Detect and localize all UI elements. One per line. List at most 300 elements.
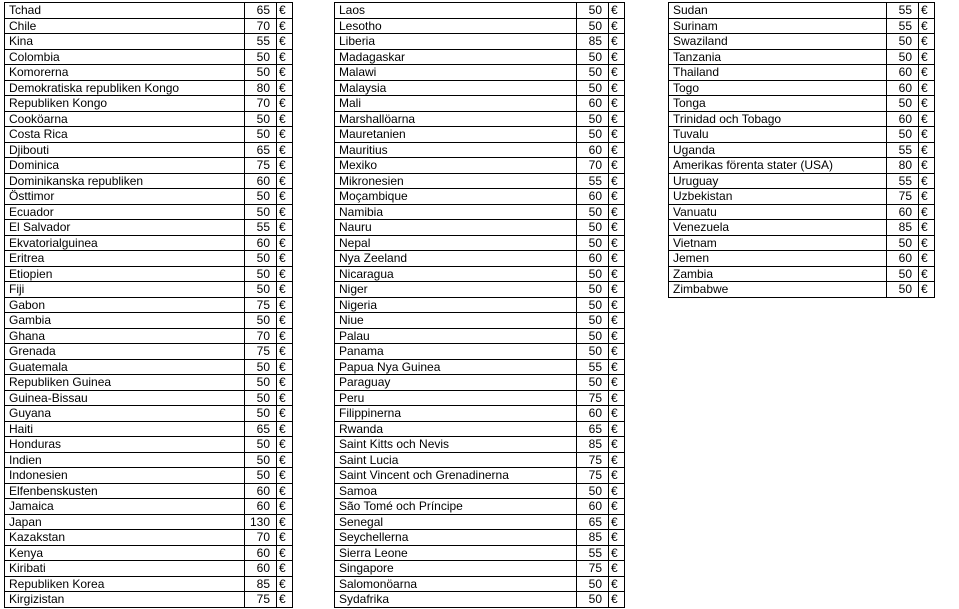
table-row xyxy=(335,344,625,360)
table-row xyxy=(669,189,935,205)
country-name: Demokratiska republiken Kongo xyxy=(5,80,245,96)
rate-value: 60 xyxy=(577,251,609,267)
currency-symbol: € xyxy=(277,34,293,50)
currency-symbol: € xyxy=(277,328,293,344)
country-name: Moçambique xyxy=(335,189,577,205)
currency-symbol: € xyxy=(277,204,293,220)
country-name: São Tomé och Príncipe xyxy=(335,499,577,515)
currency-symbol: € xyxy=(277,545,293,561)
currency-symbol: € xyxy=(277,96,293,112)
country-name: Republiken Kongo xyxy=(5,96,245,112)
country-name: Mauritius xyxy=(335,142,577,158)
table-row xyxy=(5,158,293,174)
table-row xyxy=(5,359,293,375)
rate-value: 65 xyxy=(245,421,277,437)
rate-value: 85 xyxy=(577,530,609,546)
table-row xyxy=(5,34,293,50)
country-name: Kazakstan xyxy=(5,530,245,546)
currency-symbol: € xyxy=(277,189,293,205)
currency-symbol: € xyxy=(609,189,625,205)
table-row xyxy=(5,65,293,81)
country-name: Surinam xyxy=(669,18,887,34)
country-name: Rwanda xyxy=(335,421,577,437)
country-name: Fiji xyxy=(5,282,245,298)
rate-value: 70 xyxy=(245,96,277,112)
country-name: Elfenbenskusten xyxy=(5,483,245,499)
currency-symbol: € xyxy=(609,468,625,484)
table-row xyxy=(335,530,625,546)
currency-symbol: € xyxy=(277,220,293,236)
table-row xyxy=(669,235,935,251)
table-row xyxy=(5,18,293,34)
table-row xyxy=(335,158,625,174)
currency-symbol: € xyxy=(609,530,625,546)
currency-symbol: € xyxy=(919,204,935,220)
country-name: Nya Zeeland xyxy=(335,251,577,267)
table-row xyxy=(5,328,293,344)
rate-value: 50 xyxy=(245,49,277,65)
rate-value: 55 xyxy=(577,359,609,375)
currency-symbol: € xyxy=(609,282,625,298)
rate-value: 50 xyxy=(887,235,919,251)
country-name: Niue xyxy=(335,313,577,329)
currency-symbol: € xyxy=(277,530,293,546)
currency-symbol: € xyxy=(277,561,293,577)
currency-symbol: € xyxy=(277,483,293,499)
country-name: Dominica xyxy=(5,158,245,174)
country-name: Palau xyxy=(335,328,577,344)
currency-symbol: € xyxy=(609,251,625,267)
currency-symbol: € xyxy=(919,34,935,50)
table-row xyxy=(5,452,293,468)
rate-value: 60 xyxy=(577,406,609,422)
currency-symbol: € xyxy=(609,235,625,251)
country-name: Haiti xyxy=(5,421,245,437)
currency-symbol: € xyxy=(277,142,293,158)
rate-value: 50 xyxy=(577,328,609,344)
rate-value: 60 xyxy=(577,142,609,158)
currency-symbol: € xyxy=(609,592,625,608)
country-name: Mauretanien xyxy=(335,127,577,143)
table-row xyxy=(669,111,935,127)
currency-symbol: € xyxy=(277,3,293,19)
table-row xyxy=(669,142,935,158)
rate-value: 50 xyxy=(577,592,609,608)
country-name: Jemen xyxy=(669,251,887,267)
rate-value: 75 xyxy=(577,390,609,406)
currency-symbol: € xyxy=(609,34,625,50)
table-row xyxy=(5,514,293,530)
currency-symbol: € xyxy=(609,80,625,96)
country-name: Senegal xyxy=(335,514,577,530)
table-row xyxy=(5,282,293,298)
rate-value: 50 xyxy=(887,282,919,298)
table-row xyxy=(5,421,293,437)
country-name: Nauru xyxy=(335,220,577,236)
rate-value: 80 xyxy=(245,80,277,96)
table-body xyxy=(5,3,293,608)
country-name: Marshallöarna xyxy=(335,111,577,127)
currency-symbol: € xyxy=(609,437,625,453)
table-row xyxy=(335,282,625,298)
country-name: Republiken Korea xyxy=(5,576,245,592)
country-name: Eritrea xyxy=(5,251,245,267)
country-name: Honduras xyxy=(5,437,245,453)
table-row xyxy=(335,49,625,65)
currency-symbol: € xyxy=(609,158,625,174)
table-row xyxy=(5,297,293,313)
country-name: Malaysia xyxy=(335,80,577,96)
table-row xyxy=(5,3,293,19)
currency-symbol: € xyxy=(919,220,935,236)
table-row xyxy=(5,220,293,236)
table-row xyxy=(335,576,625,592)
rate-value: 50 xyxy=(245,313,277,329)
table-row xyxy=(669,80,935,96)
rate-value: 60 xyxy=(245,483,277,499)
table-row xyxy=(669,18,935,34)
currency-symbol: € xyxy=(919,96,935,112)
table-row xyxy=(335,406,625,422)
rate-value: 50 xyxy=(245,359,277,375)
rate-value: 60 xyxy=(577,189,609,205)
currency-symbol: € xyxy=(277,282,293,298)
rate-value: 50 xyxy=(245,266,277,282)
country-name: Republiken Guinea xyxy=(5,375,245,391)
rate-value: 85 xyxy=(245,576,277,592)
currency-symbol: € xyxy=(277,359,293,375)
rate-value: 50 xyxy=(577,266,609,282)
table-row xyxy=(5,313,293,329)
rate-value: 70 xyxy=(245,328,277,344)
table-row xyxy=(335,328,625,344)
currency-symbol: € xyxy=(609,96,625,112)
country-name: Guinea-Bissau xyxy=(5,390,245,406)
rate-value: 65 xyxy=(245,142,277,158)
rate-value: 55 xyxy=(887,18,919,34)
rate-value: 130 xyxy=(245,514,277,530)
currency-symbol: € xyxy=(609,452,625,468)
rate-value: 50 xyxy=(577,344,609,360)
currency-symbol: € xyxy=(919,158,935,174)
currency-symbol: € xyxy=(919,49,935,65)
country-name: Chile xyxy=(5,18,245,34)
table-row xyxy=(335,173,625,189)
currency-symbol: € xyxy=(277,421,293,437)
country-name: Sierra Leone xyxy=(335,545,577,561)
country-name: Indien xyxy=(5,452,245,468)
country-name: Indonesien xyxy=(5,468,245,484)
currency-symbol: € xyxy=(609,561,625,577)
rate-value: 50 xyxy=(245,204,277,220)
country-name: Jamaica xyxy=(5,499,245,515)
rate-value: 60 xyxy=(245,545,277,561)
currency-symbol: € xyxy=(609,375,625,391)
currency-symbol: € xyxy=(609,313,625,329)
table-row xyxy=(5,251,293,267)
table-row xyxy=(5,375,293,391)
country-name: Sydafrika xyxy=(335,592,577,608)
rate-value: 50 xyxy=(577,375,609,391)
table-row xyxy=(335,142,625,158)
country-name: Vanuatu xyxy=(669,204,887,220)
country-name: Japan xyxy=(5,514,245,530)
rate-value: 65 xyxy=(577,514,609,530)
rate-value: 55 xyxy=(577,545,609,561)
rate-value: 75 xyxy=(245,297,277,313)
table-row xyxy=(335,483,625,499)
country-name: Salomonöarna xyxy=(335,576,577,592)
country-name: Samoa xyxy=(335,483,577,499)
table-row xyxy=(335,65,625,81)
rate-value: 50 xyxy=(245,437,277,453)
currency-symbol: € xyxy=(609,65,625,81)
currency-symbol: € xyxy=(277,80,293,96)
table-row xyxy=(335,499,625,515)
country-name: Zimbabwe xyxy=(669,282,887,298)
rate-value: 50 xyxy=(577,127,609,143)
country-name: Saint Vincent och Grenadinerna xyxy=(335,468,577,484)
table-row xyxy=(5,189,293,205)
rate-value: 65 xyxy=(577,421,609,437)
table-row xyxy=(669,266,935,282)
country-name: Guyana xyxy=(5,406,245,422)
country-name: Tuvalu xyxy=(669,127,887,143)
currency-symbol: € xyxy=(919,173,935,189)
currency-symbol: € xyxy=(919,251,935,267)
country-name: Nepal xyxy=(335,235,577,251)
rate-value: 60 xyxy=(245,235,277,251)
country-name: Trinidad och Tobago xyxy=(669,111,887,127)
country-name: Ghana xyxy=(5,328,245,344)
rate-value: 50 xyxy=(245,390,277,406)
country-name: Tonga xyxy=(669,96,887,112)
country-name: Mali xyxy=(335,96,577,112)
country-name: Paraguay xyxy=(335,375,577,391)
country-name: Amerikas förenta stater (USA) xyxy=(669,158,887,174)
table-row xyxy=(335,235,625,251)
currency-symbol: € xyxy=(919,80,935,96)
country-name: Namibia xyxy=(335,204,577,220)
currency-symbol: € xyxy=(277,499,293,515)
country-name: Gabon xyxy=(5,297,245,313)
table-row xyxy=(335,313,625,329)
currency-symbol: € xyxy=(919,266,935,282)
rate-value: 70 xyxy=(245,18,277,34)
rate-value: 75 xyxy=(577,452,609,468)
table-row xyxy=(5,111,293,127)
rate-value: 50 xyxy=(577,235,609,251)
rate-value: 60 xyxy=(887,204,919,220)
rate-value: 50 xyxy=(245,111,277,127)
table-row xyxy=(335,3,625,19)
country-name: Guatemala xyxy=(5,359,245,375)
rate-value: 50 xyxy=(577,80,609,96)
country-name: Uruguay xyxy=(669,173,887,189)
table-row xyxy=(335,452,625,468)
table-row xyxy=(335,468,625,484)
currency-symbol: € xyxy=(277,49,293,65)
currency-symbol: € xyxy=(277,375,293,391)
table-body xyxy=(335,3,625,608)
table-row xyxy=(335,80,625,96)
table-row xyxy=(669,251,935,267)
rate-value: 65 xyxy=(245,3,277,19)
table-row xyxy=(669,173,935,189)
currency-symbol: € xyxy=(277,514,293,530)
table-row xyxy=(335,251,625,267)
currency-symbol: € xyxy=(277,468,293,484)
table-row xyxy=(669,65,935,81)
currency-symbol: € xyxy=(609,576,625,592)
rate-value: 50 xyxy=(245,468,277,484)
table-row xyxy=(669,204,935,220)
country-name: Kina xyxy=(5,34,245,50)
table-row xyxy=(5,406,293,422)
country-name: Seychellerna xyxy=(335,530,577,546)
country-name: Tchad xyxy=(5,3,245,19)
country-name: Singapore xyxy=(335,561,577,577)
rate-value: 70 xyxy=(577,158,609,174)
table-row xyxy=(5,49,293,65)
country-name: Kenya xyxy=(5,545,245,561)
country-name: Saint Lucia xyxy=(335,452,577,468)
country-name: Peru xyxy=(335,390,577,406)
currency-symbol: € xyxy=(609,220,625,236)
rate-value: 55 xyxy=(577,173,609,189)
currency-symbol: € xyxy=(277,390,293,406)
rate-value: 50 xyxy=(245,282,277,298)
country-name: Liberia xyxy=(335,34,577,50)
currency-symbol: € xyxy=(609,514,625,530)
rate-value: 85 xyxy=(887,220,919,236)
country-name: Uzbekistan xyxy=(669,189,887,205)
country-name: Vietnam xyxy=(669,235,887,251)
table-row xyxy=(5,499,293,515)
table-row xyxy=(335,204,625,220)
country-name: Ekvatorialguinea xyxy=(5,235,245,251)
rate-value: 60 xyxy=(577,96,609,112)
rate-value: 55 xyxy=(245,34,277,50)
rate-value: 60 xyxy=(245,173,277,189)
country-name: Madagaskar xyxy=(335,49,577,65)
rate-value: 50 xyxy=(887,96,919,112)
currency-symbol: € xyxy=(609,344,625,360)
currency-symbol: € xyxy=(919,18,935,34)
country-name: Filippinerna xyxy=(335,406,577,422)
currency-symbol: € xyxy=(919,282,935,298)
rate-value: 50 xyxy=(245,251,277,267)
rate-value: 70 xyxy=(245,530,277,546)
rate-value: 85 xyxy=(577,34,609,50)
currency-symbol: € xyxy=(609,390,625,406)
rate-value: 50 xyxy=(577,483,609,499)
country-name: El Salvador xyxy=(5,220,245,236)
currency-symbol: € xyxy=(919,142,935,158)
rate-value: 50 xyxy=(245,189,277,205)
rate-value: 60 xyxy=(245,499,277,515)
table-row xyxy=(669,3,935,19)
table-row xyxy=(335,18,625,34)
currency-symbol: € xyxy=(919,127,935,143)
rate-value: 55 xyxy=(245,220,277,236)
rate-value: 50 xyxy=(577,220,609,236)
currency-symbol: € xyxy=(609,483,625,499)
currency-symbol: € xyxy=(277,111,293,127)
country-name: Kirgizistan xyxy=(5,592,245,608)
rate-value: 50 xyxy=(245,127,277,143)
rate-value: 50 xyxy=(577,3,609,19)
currency-symbol: € xyxy=(609,266,625,282)
table-row xyxy=(5,483,293,499)
rate-value: 50 xyxy=(887,127,919,143)
country-name: Swaziland xyxy=(669,34,887,50)
rate-value: 60 xyxy=(577,499,609,515)
table-row xyxy=(335,375,625,391)
rate-value: 55 xyxy=(887,173,919,189)
rate-value: 50 xyxy=(577,111,609,127)
table-row xyxy=(5,592,293,608)
table-row xyxy=(5,545,293,561)
rate-value: 60 xyxy=(887,251,919,267)
rate-value: 75 xyxy=(887,189,919,205)
rate-value: 50 xyxy=(245,406,277,422)
rate-value: 55 xyxy=(887,142,919,158)
country-name: Zambia xyxy=(669,266,887,282)
table-row xyxy=(669,127,935,143)
currency-symbol: € xyxy=(277,437,293,453)
country-name: Panama xyxy=(335,344,577,360)
currency-symbol: € xyxy=(609,545,625,561)
country-name: Niger xyxy=(335,282,577,298)
currency-symbol: € xyxy=(609,49,625,65)
country-name: Colombia xyxy=(5,49,245,65)
currency-symbol: € xyxy=(277,266,293,282)
currency-symbol: € xyxy=(277,344,293,360)
table-row xyxy=(669,96,935,112)
table-row xyxy=(5,204,293,220)
table-row xyxy=(335,514,625,530)
table-row xyxy=(335,390,625,406)
rate-value: 75 xyxy=(577,561,609,577)
rate-value: 50 xyxy=(577,204,609,220)
table-row xyxy=(5,80,293,96)
table-row xyxy=(669,158,935,174)
currency-symbol: € xyxy=(277,592,293,608)
table-row xyxy=(335,34,625,50)
rate-value: 50 xyxy=(577,282,609,298)
rate-value: 60 xyxy=(887,111,919,127)
country-name: Mexiko xyxy=(335,158,577,174)
table-row xyxy=(5,561,293,577)
rate-table-column-3 xyxy=(668,2,935,298)
country-name: Dominikanska republiken xyxy=(5,173,245,189)
currency-symbol: € xyxy=(609,328,625,344)
currency-symbol: € xyxy=(609,421,625,437)
rate-value: 75 xyxy=(245,158,277,174)
country-name: Östtimor xyxy=(5,189,245,205)
table-row xyxy=(335,220,625,236)
currency-symbol: € xyxy=(609,204,625,220)
table-row xyxy=(335,127,625,143)
country-name: Sudan xyxy=(669,3,887,19)
rate-value: 50 xyxy=(577,65,609,81)
currency-symbol: € xyxy=(277,251,293,267)
country-name: Djibouti xyxy=(5,142,245,158)
currency-symbol: € xyxy=(277,313,293,329)
currency-symbol: € xyxy=(609,359,625,375)
currency-symbol: € xyxy=(609,142,625,158)
